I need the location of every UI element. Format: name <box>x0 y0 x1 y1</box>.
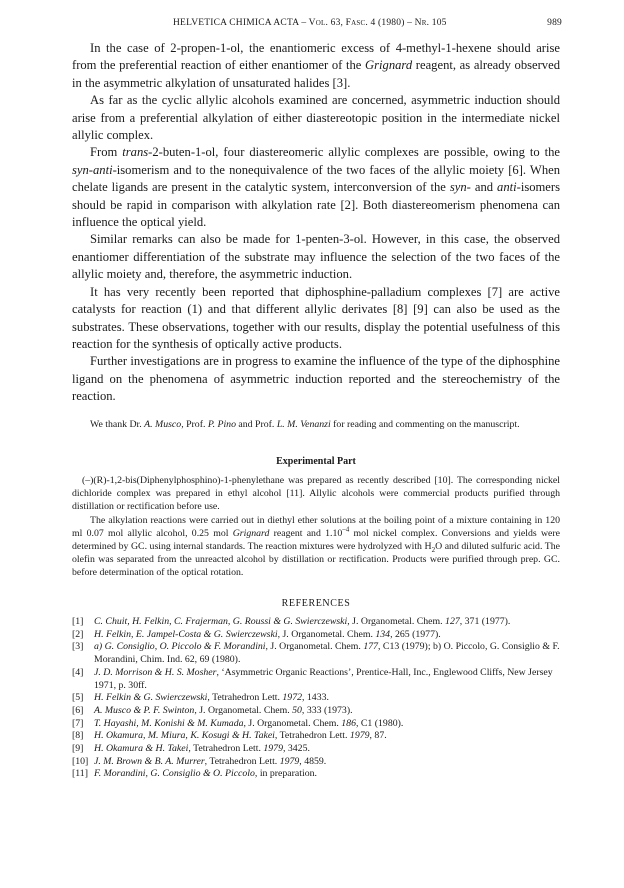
experimental-paragraph-1: (–)(R)-1,2-bis(Diphenylphosphino)-1-phenylethane was prepared as recently described [10]. The corresponding nickel dichloride complex was prepared in ethyl alcohol [11]. Allylic alcohols were commercial products purified through distillation or rectification before use. <box>72 475 560 513</box>
paragraph-5: It has very recently been reported that diphosphine-palladium complexes [7] are active catalysts for reaction (1) and that different allylic derivates [8] [9] can also be used as the substrates. These observations, together with our results, display the potential usefulness of this reaction for the synthesis of optically active products. <box>72 284 560 351</box>
paragraph-1: In the case of 2-propen-1-ol, the enantiomeric excess of 4-methyl-1-hexene should arise from the preferential reaction of either enantiomer of the Grignard reagent, as already observed in the asymmetric alkylation of unsaturated halides [3]. <box>72 41 560 90</box>
reference-item: [9] H. Okamura & H. Takei, Tetrahedron Lett. 1979, 3425. <box>72 743 310 755</box>
reference-item: [7] T. Hayashi, M. Konishi & M. Kumada, J. Organometal. Chem. 186, C1 (1980). <box>72 717 404 729</box>
acknowledgement: We thank Dr. A. Musco, Prof. P. Pino and Prof. L. M. Venanzi for reading and commenting on the manuscript. <box>90 419 520 430</box>
reference-item: [11] F. Morandini, G. Consiglio & O. Piccolo, in preparation. <box>72 768 317 780</box>
experimental-heading: Experimental Part <box>276 456 356 467</box>
reference-item: [3] a) G. Consiglio, O. Piccolo & F. Morandini, J. Organometal. Chem. 177, C13 (1979); b) O. Piccolo, G. Consiglio & F. Morandini, Chim. Ind. 62, 69 (1980). <box>72 641 560 666</box>
reference-item: [1] C. Chuit, H. Felkin, C. Frajerman, G. Roussi & G. Swierczewski, J. Organometal. Chem. 127, 371 (1977). <box>72 616 511 627</box>
paragraph-6: Further investigations are in progress to examine the influence of the type of the diphosphine ligand on the phenomena of asymmetric induction reported and the stereochemistry of the reaction. <box>72 354 560 404</box>
reference-item: [5] H. Felkin & G. Swierczewski, Tetrahedron Lett. 1972, 1433. <box>72 692 329 704</box>
reference-item: [2] H. Felkin, E. Jampel-Costa & G. Swierczewski, J. Organometal. Chem. 134, 265 (1977). <box>72 628 441 640</box>
reference-item: [4] J. D. Morrison & H. S. Mosher, ‘Asymmetric Organic Reactions’, Prentice-Hall, Inc., Englewood Cliffs, New Jersey 1971, p. 30ff. <box>72 666 553 691</box>
page-number: 989 <box>547 18 562 28</box>
experimental-section <box>72 474 560 580</box>
reference-list <box>72 616 560 781</box>
journal-citation: HELVETICA CHIMICA ACTA – Vol. 63, Fasc. 4 (1980) – Nr. 105 <box>173 18 447 28</box>
experimental-paragraph-2: The alkylation reactions were carried out in diethyl ether solutions at the boiling point of a mixture containing in 120 ml 0.07 mol allylic alcohol, 0.25 mol Grignard reagent and $1.10^{-4}$ mol nickel complex. Conversions and yields were determined by GC. using internal standards. The reaction mixtures were hydrolyzed with $H_2O$ and diluted sulfuric acid. The olefin was separated from the unreacted alcohol by distillation or rectification. Products were purified through prep. GC. before determination of the optical rotation. <box>72 514 561 579</box>
reference-item: [8] H. Okamura, M. Miura, K. Kosugi & H. Takei, Tetrahedron Lett. 1979, 87. <box>72 730 387 742</box>
paragraph-4: Similar remarks can also be made for 1-penten-3-ol. However, in this case, the observed enantiomer differentiation of the substrate may influence the selection of the two faces of the allylic moiety and, therefore, the asymmetric induction. <box>72 232 560 282</box>
reference-item: [10] J. M. Brown & B. A. Murrer, Tetrahedron Lett. 1979, 4859. <box>72 755 327 767</box>
paragraph-3: From trans-2-buten-1-ol, four diastereomeric allylic complexes are possible, owing to the syn-anti-isomerism and to the nonequivalence of the two faces of the allylic moiety [6]. When chelate ligands are present in the catalytic system, interconversion of the syn- and anti-isomers should be rapid in comparison with alkylation rate [2]. Both diastereomerism phenomena can influence the optical yield. <box>72 145 560 230</box>
running-header <box>70 18 562 32</box>
reference-item: [6] A. Musco & P. F. Swinton, J. Organometal. Chem. 50, 333 (1973). <box>72 704 353 716</box>
paragraph-2: As far as the cyclic allylic alcohols examined are concerned, asymmetric induction should arise from a preferential alkylation of either diastereotopic position in the intermediate nickel allylic complex. <box>72 93 560 143</box>
references-heading: REFERENCES <box>281 598 351 609</box>
main-text <box>72 40 560 406</box>
